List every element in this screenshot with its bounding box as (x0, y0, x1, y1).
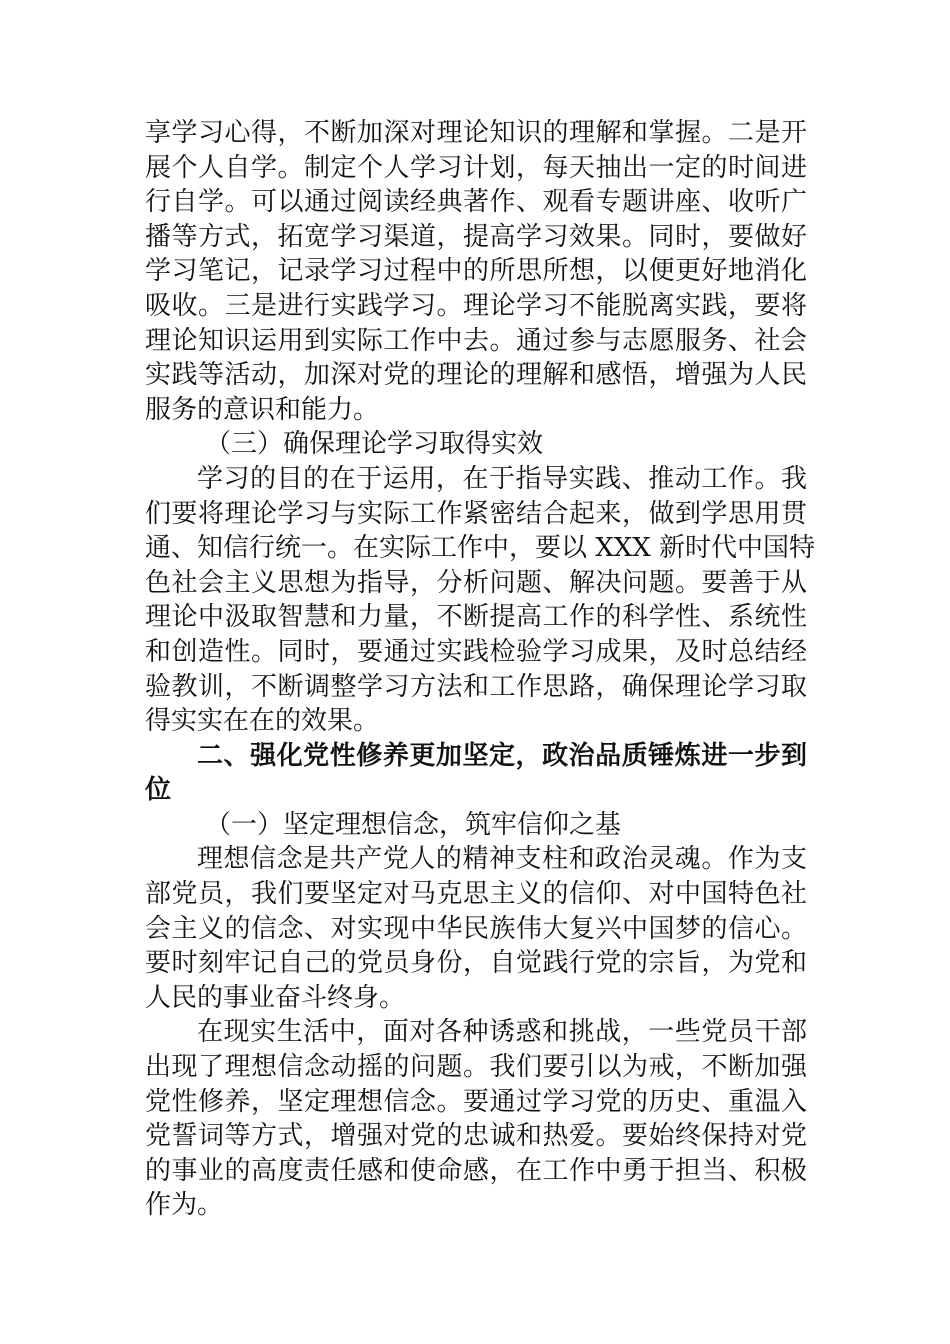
text-line: 学习笔记，记录学习过程中的所思所想，以便更好地消化 (145, 256, 807, 287)
text-line: 们要将理论学习与实际工作紧密结合起来，做到学思用贯 (145, 498, 807, 529)
section-heading: 二、强化党性修养更加坚定，政治品质锤炼进一步到 (197, 740, 807, 771)
section-heading-continuation: 位 (145, 775, 172, 806)
text-line: 在现实生活中，面对各种诱惑和挑战，一些党员干部 (197, 1017, 807, 1048)
text-line: 理论知识运用到实际工作中去。通过参与志愿服务、社会 (145, 325, 807, 356)
text-line: 人民的事业奋斗终身。 (145, 982, 406, 1013)
text-line: 色社会主义思想为指导，分析问题、解决问题。要善于从 (145, 567, 807, 598)
text-line: 党誓词等方式，增强对党的忠诚和热爱。要始终保持对党 (145, 1121, 807, 1152)
document-page (145, 116, 816, 1223)
text-line: 党性修养，坚定理想信念。要通过学习党的历史、重温入 (145, 1086, 807, 1117)
text-line: 理论中汲取智慧和力量，不断提高工作的科学性、系统性 (145, 602, 807, 633)
text-line: 享学习心得，不断加深对理论知识的理解和掌握。二是开 (145, 118, 807, 148)
text-line: 和创造性。同时，要通过实践检验学习成果，及时总结经 (145, 636, 807, 667)
text-line: 部党员，我们要坚定对马克思主义的信仰、对中国特色社 (145, 879, 807, 910)
text-line: 行自学。可以通过阅读经典著作、观看专题讲座、收听广 (145, 187, 807, 218)
section-subheading: （一）坚定理想信念，筑牢信仰之基 (205, 809, 622, 840)
text-line: 理想信念是共产党人的精神支柱和政治灵魂。作为支 (197, 844, 807, 875)
section-subheading: （三）确保理论学习取得实效 (205, 429, 544, 460)
text-line: 学习的目的在于运用，在于指导实践、推动工作。我 (197, 463, 807, 494)
text-line: 实践等活动，加深对党的理论的理解和感悟，增强为人民 (145, 360, 807, 391)
text-line: 要时刻牢记自己的党员身份，自觉践行党的宗旨，为党和 (145, 948, 807, 979)
text-line: 展个人自学。制定个人学习计划，每天抽出一定的时间进 (145, 152, 807, 183)
text-line: 会主义的信念、对实现中华民族伟大复兴中国梦的信心。 (145, 913, 807, 944)
text-line: 作为。 (145, 1190, 224, 1221)
text-line: 吸收。三是进行实践学习。理论学习不能脱离实践，要将 (145, 290, 807, 321)
text-line: 得实实在在的效果。 (145, 706, 380, 737)
text-line: 通、知信行统一。在实际工作中，要以 XXX 新时代中国特 (145, 533, 816, 564)
text-line: 验教训，不断调整学习方法和工作思路，确保理论学习取 (145, 671, 807, 702)
text-line: 服务的意识和能力。 (145, 394, 380, 425)
text-line: 的事业的高度责任感和使命感，在工作中勇于担当、积极 (145, 1155, 807, 1186)
text-line: 出现了理想信念动摇的问题。我们要引以为戒，不断加强 (145, 1052, 807, 1083)
text-line: 播等方式，拓宽学习渠道，提高学习效果。同时，要做好 (145, 221, 807, 252)
